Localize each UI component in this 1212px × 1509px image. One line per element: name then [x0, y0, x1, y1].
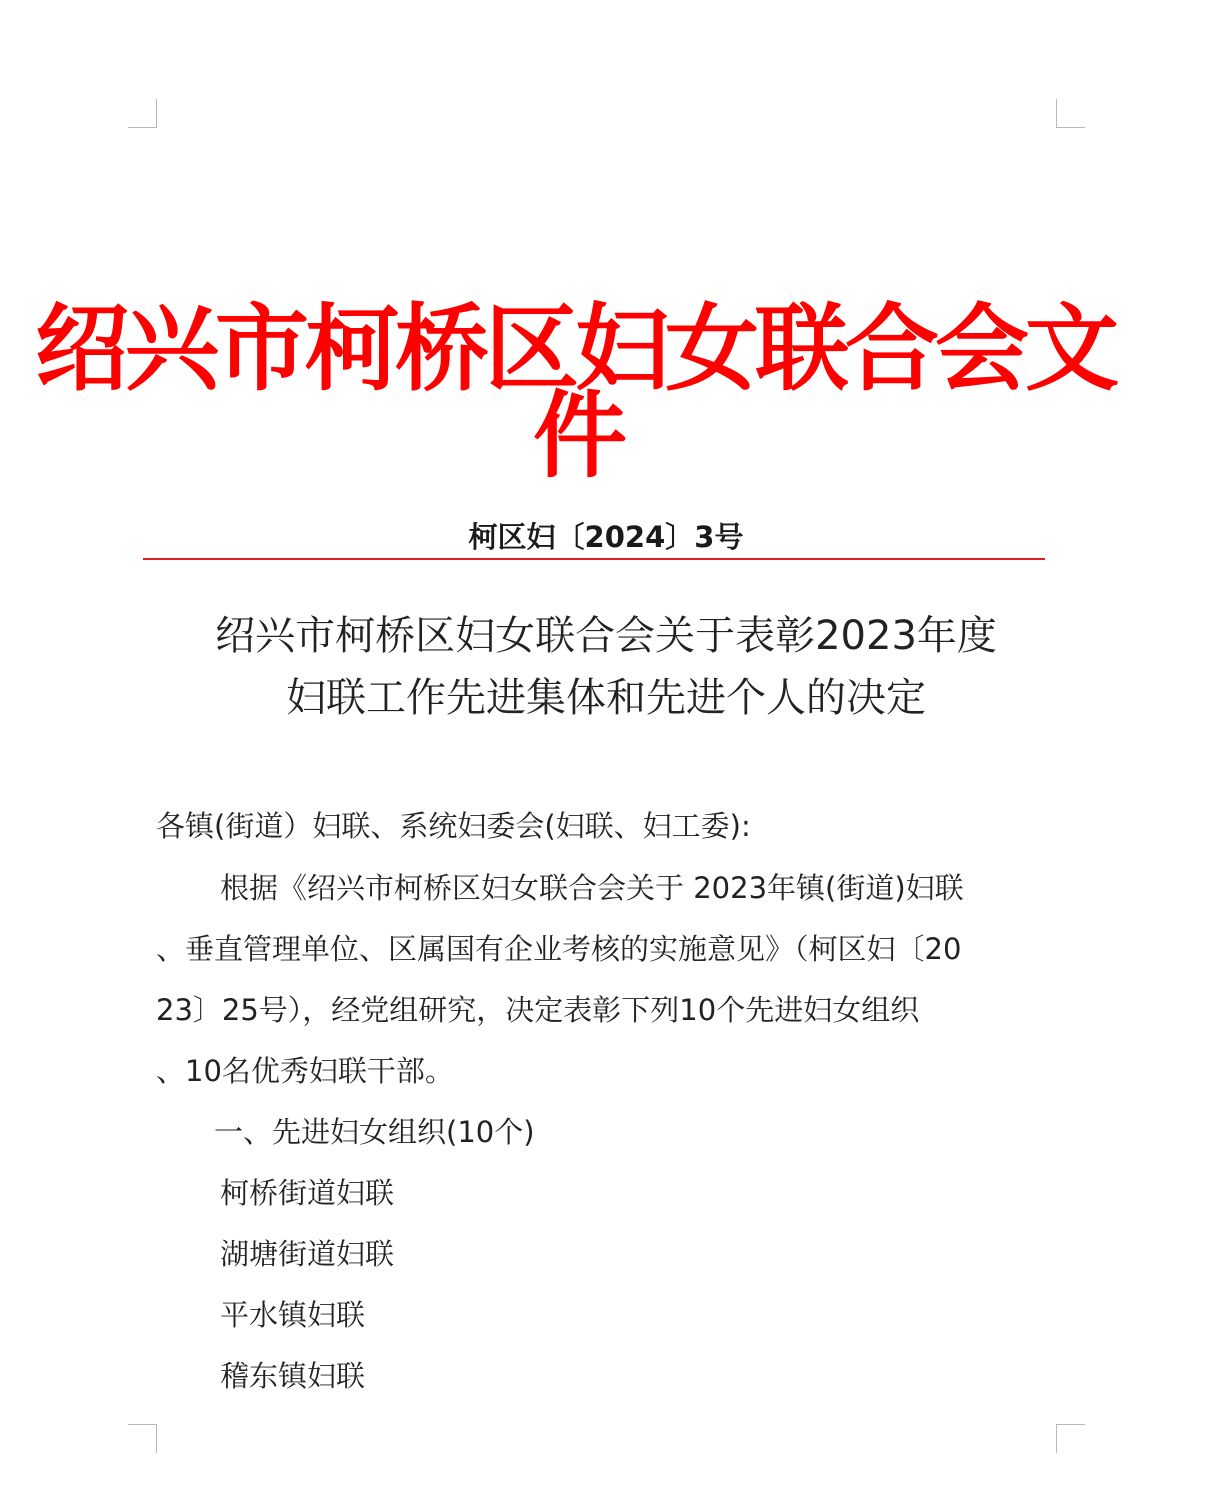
document-title-line-2: 妇联工作先进集体和先进个人的决定 [286, 675, 926, 721]
crop-mark-top-left [128, 99, 157, 128]
crop-mark-bottom-right [1056, 1424, 1085, 1453]
crop-mark-top-right [1056, 99, 1085, 128]
list-item: 稽东镇妇联 [220, 1359, 366, 1393]
masthead-title: 绍兴市柯桥区妇女联合会文 [34, 295, 1115, 404]
paragraph-line-2: 、垂直管理单位、区属国有企业考核的实施意见》（柯区妇〔20 [156, 932, 962, 966]
crop-mark-bottom-left [128, 1424, 157, 1453]
masthead-overflow-character: 件 [532, 382, 627, 491]
salutation: 各镇(街道）妇联、系统妇委会(妇联、妇工委): [156, 809, 751, 843]
list-item: 平水镇妇联 [220, 1298, 366, 1332]
paragraph-line-1: 根据《绍兴市柯桥区妇女联合会关于 2023年镇(街道)妇联 [220, 871, 964, 905]
section-heading: 一、先进妇女组织(10个) [214, 1115, 535, 1149]
list-item: 柯桥街道妇联 [220, 1176, 395, 1210]
document-title-line-1: 绍兴市柯桥区妇女联合会关于表彰2023年度 [215, 613, 997, 659]
red-divider-line [143, 558, 1045, 560]
list-item: 湖塘街道妇联 [220, 1237, 395, 1271]
paragraph-line-4: 、10名优秀妇联干部。 [156, 1054, 454, 1088]
document-number: 柯区妇〔2024〕3号 [468, 520, 744, 554]
paragraph-line-3: 23〕25号），经党组研究，决定表彰下列10个先进妇女组织 [156, 993, 920, 1027]
